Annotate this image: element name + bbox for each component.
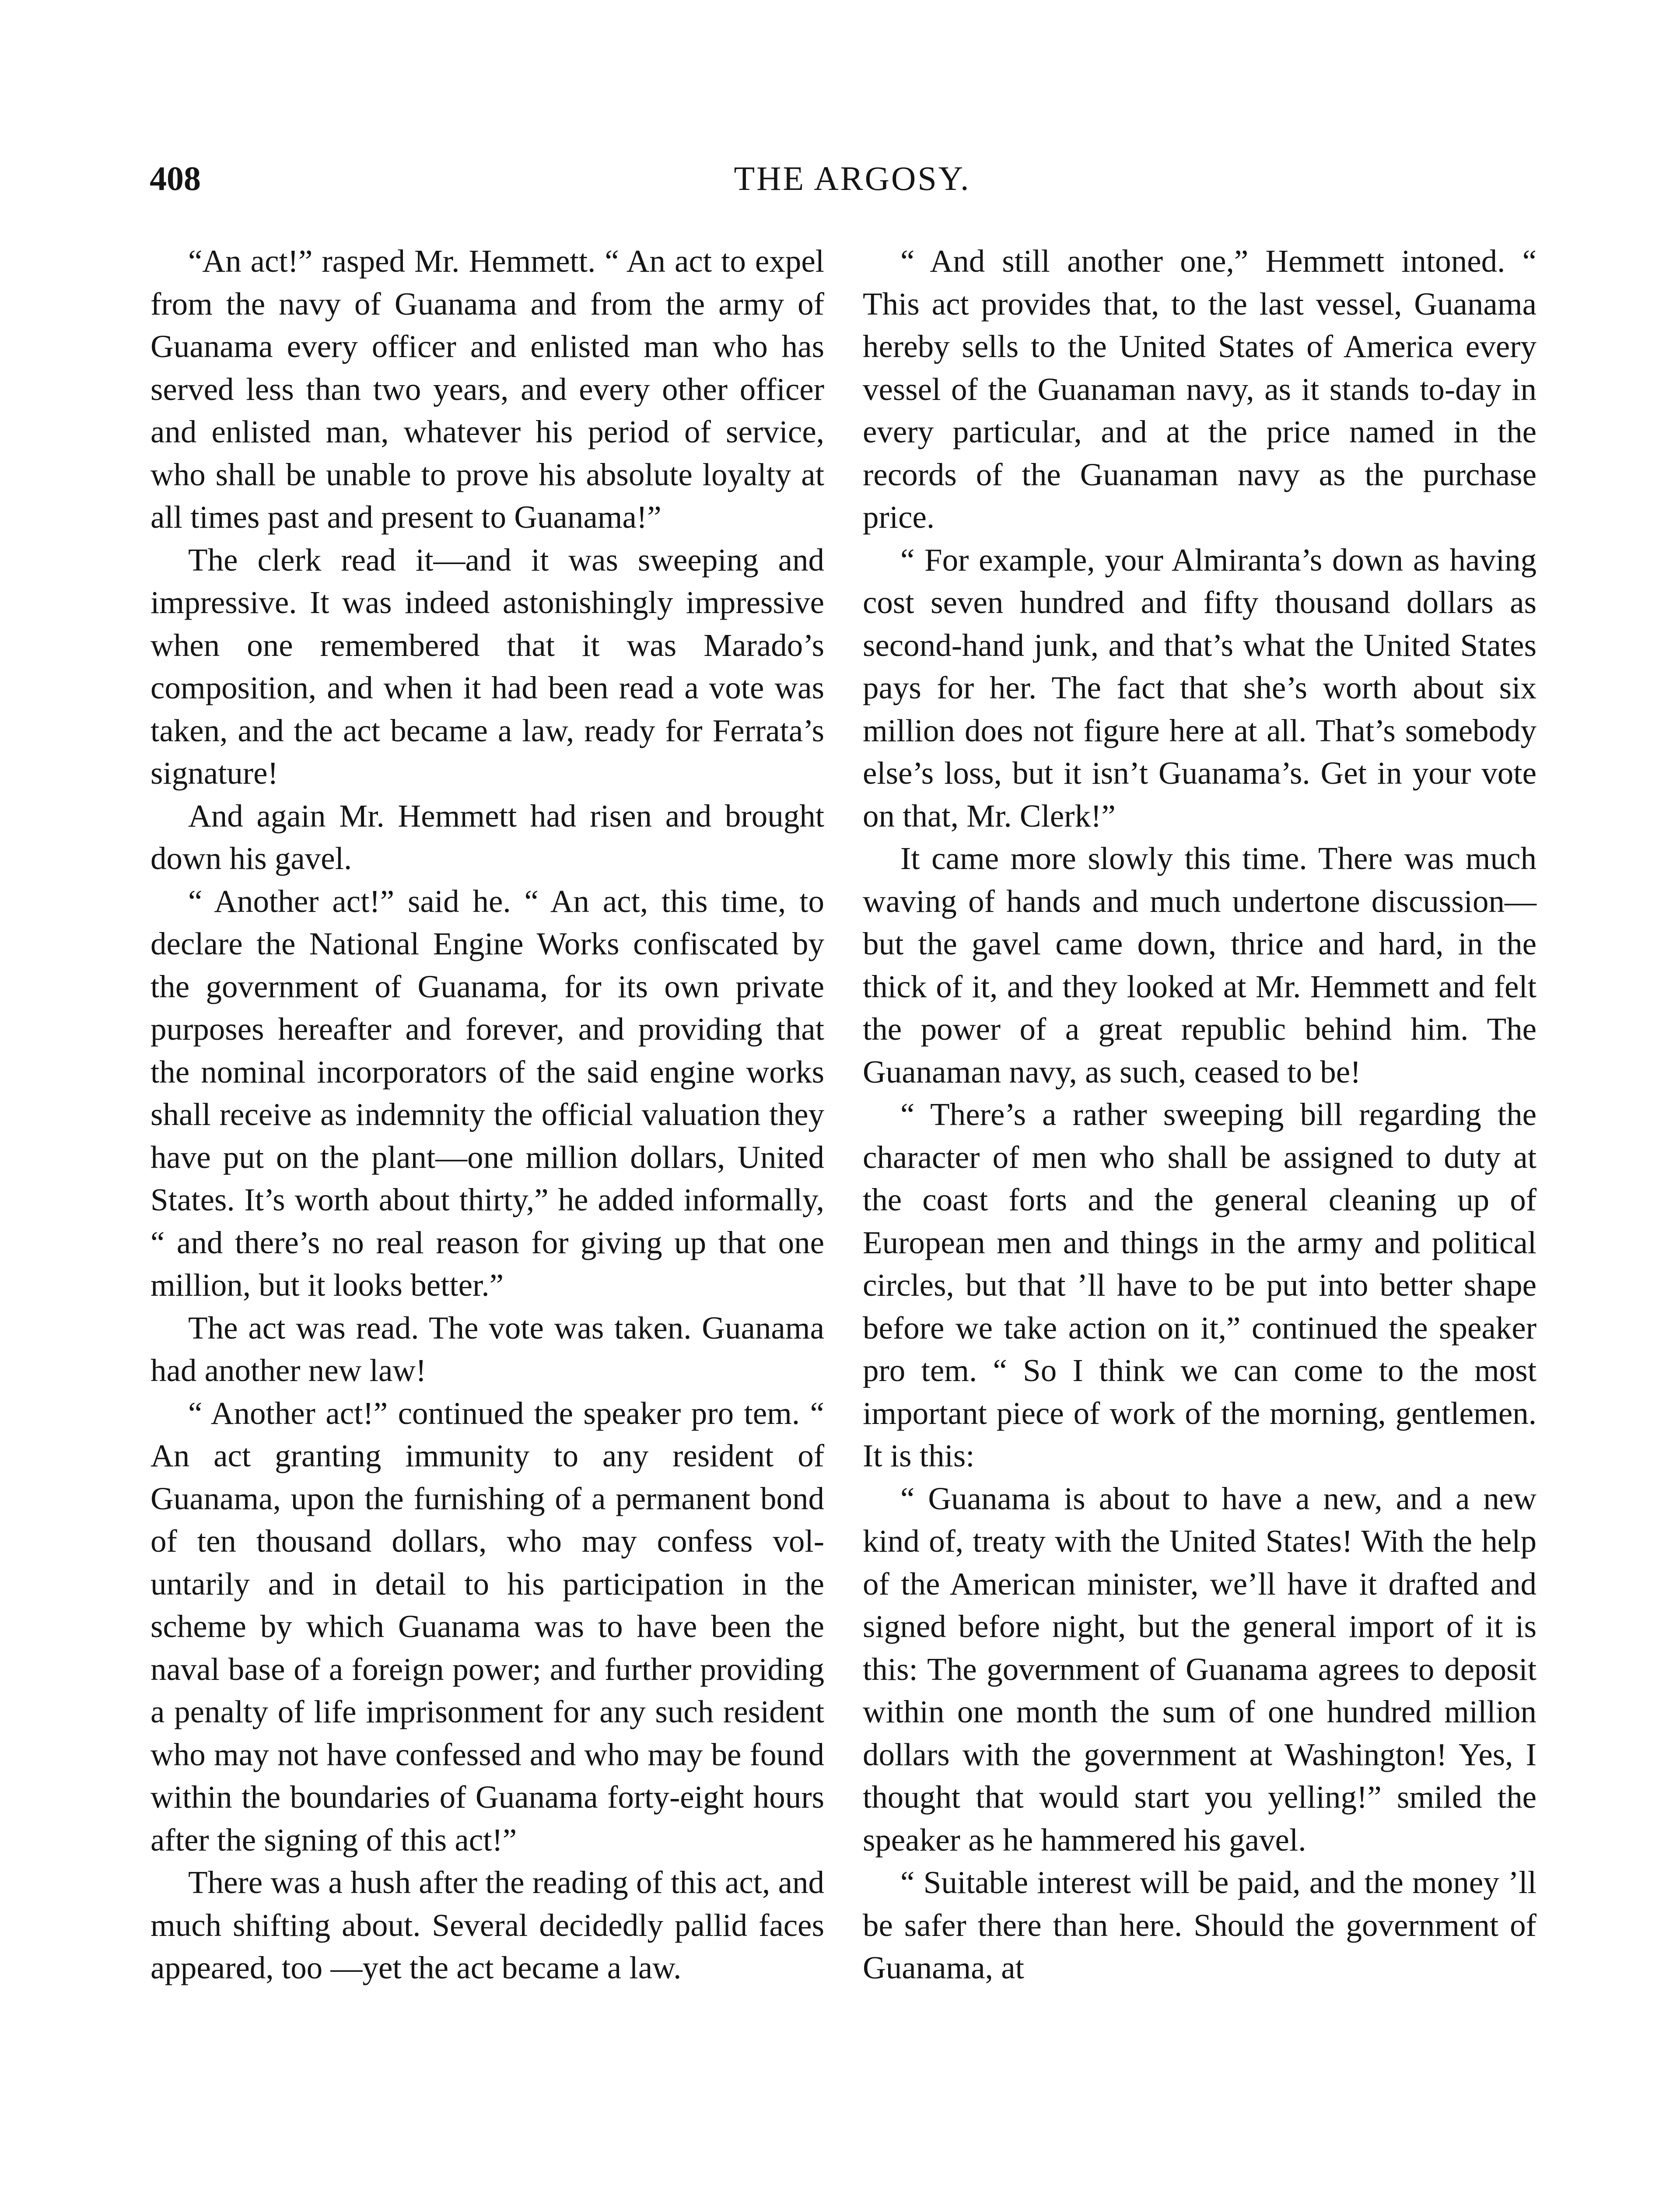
paragraph: “ Another act!” said he. “ An act, this time, to declare the National Engine Works confiscated by the government of Guanama, for its own private purposes hereafter and forever, and providing that the nominal incorporators of the said engine works shall receive as indemnity the official valuation they have put on the plant—one million dollars, United States. It’s worth about thirty,” he added informally, “ and there’s no real reason for giving up that one million, but it looks better.” (150, 883, 824, 1303)
paragraph: The act was read. The vote was taken. Guanama had another new law! (150, 1310, 824, 1388)
paragraph: “ There’s a rather sweeping bill regarding the character of men who shall be assigned to duty at the coast forts and the general cleaning up of European men and things in the army and political circles, but that ’ll have to be put into better shape before we take action on it,” continued the speaker pro tem. “ So I think we can come to the most important piece of work of the morning, gentlemen. It is this: (863, 1097, 1536, 1473)
paragraph: The clerk read it—and it was sweeping and impressive. It was indeed astonishingly impressive when one remembered that it was Marado’s composition, and when it had been read a vote was taken, and the act became a law, ready for Ferrata’s signature! (150, 542, 824, 791)
paragraph: “ Another act!” continued the speaker pro tem. “ An act granting immunity to any resident of Guanama, upon the furnishing of a permanent bond of ten thousand dollars, who may confess voluntarily and in detail to his participation in the scheme by which Guanama was to have been the naval base of a foreign power; and further providing a penalty of life imprisonment for any such resident who may not have confessed and who may be found within the boundaries of Guanama forty-eight hours after the signing of this act!” (150, 1395, 824, 1858)
right-column (863, 240, 1536, 1989)
paragraph: There was a hush after the reading of this act, and much shifting about. Several decidedly pallid faces appeared, too —yet the act became a law. (150, 1865, 824, 1985)
paragraph: “ And still another one,” Hemmett intoned. “ This act provides that, to the last vessel, Guanama hereby sells to the United States of America every vessel of the Guanaman navy, as it stands to-day in every particular, and at the price named in the records of the Guanaman navy as the purchase price. (863, 243, 1536, 535)
paragraph: “ Suitable interest will be paid, and the money ’ll be safer there than here. Should the government of Guanama, at (863, 1865, 1536, 1985)
left-column (150, 240, 824, 1989)
paragraph: “ For example, your Almiranta’s down as having cost seven hundred and fifty thousand dollars as second-hand junk, and that’s what the United States pays for her. The fact that she’s worth about six million does not figure here at all. That’s somebody else’s loss, but it isn’t Guanama’s. Get in your vote on that, Mr. Clerk!” (863, 542, 1536, 834)
paragraph: “ Guanama is about to have a new, and a new kind of, treaty with the United States! With the help of the American minister, we’ll have it drafted and signed before night, but the general import of it is this: The government of Guanama agrees to deposit within one month the sum of one hundred million dollars with the government at Washington! Yes, I thought that would start you yelling!” smiled the speaker as he hammered his gavel. (863, 1480, 1536, 1858)
page-header (150, 157, 1555, 200)
paragraph: And again Mr. Hemmett had risen and brought down his gavel. (150, 798, 824, 876)
page-number: 408 (150, 159, 201, 197)
paragraph: It came more slowly this time. There was much waving of hands and much undertone discussion—but the gavel came down, thrice and hard, in the thick of it, and they looked at Mr. Hemmett and felt the power of a great republic behind him. The Guanaman navy, as such, ceased to be! (863, 841, 1536, 1090)
paragraph: “An act!” rasped Mr. Hemmett. “ An act to expel from the navy of Guanama and from the army of Guanama every officer and enlisted man who has served less than two years, and every other officer and enlisted man, whatever his period of service, who shall be unable to prove his absolute loyalty at all times past and present to Guanama!” (150, 243, 824, 535)
running-title: THE ARGOSY. (734, 159, 971, 197)
